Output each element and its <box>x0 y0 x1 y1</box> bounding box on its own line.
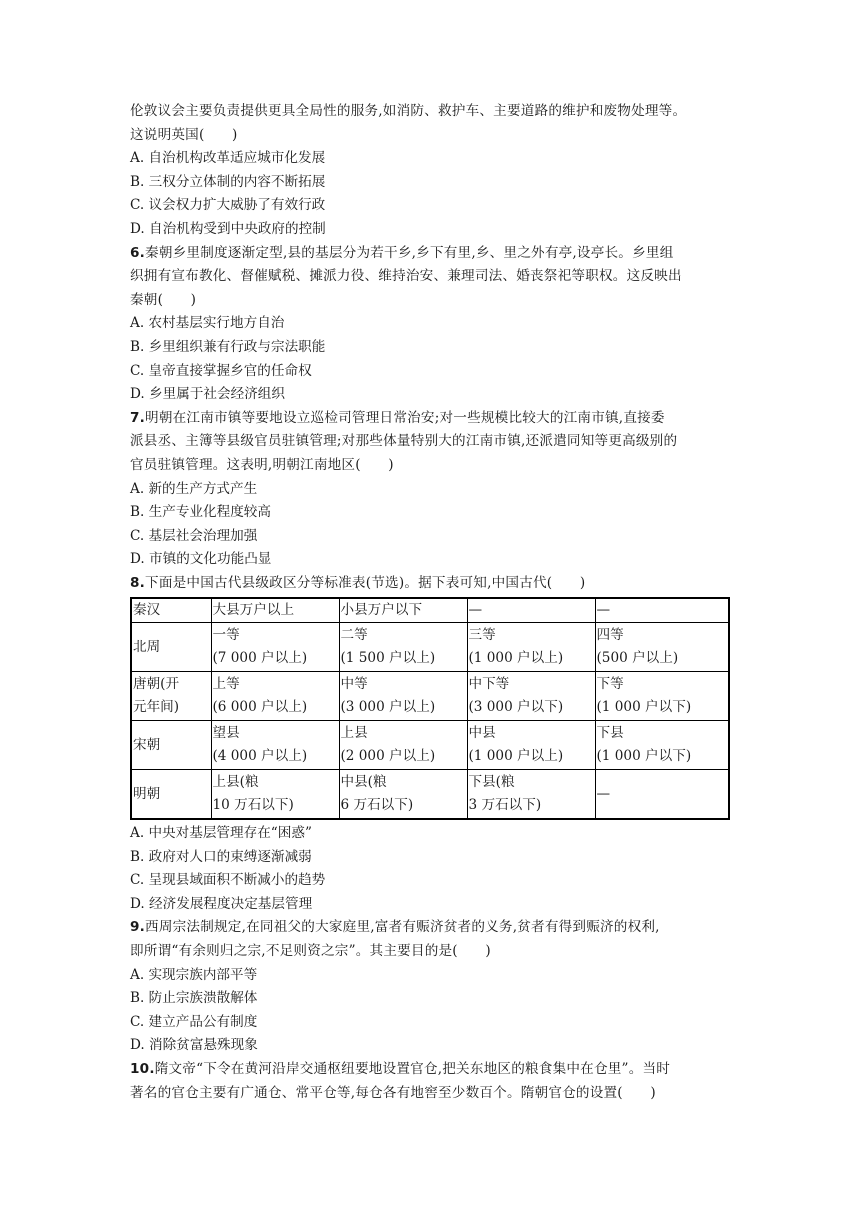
table-cell <box>467 672 595 721</box>
q6-option-d[interactable]: D. 乡里属于社会经济组织 <box>130 386 285 403</box>
q7-stem-text-1: 明朝在江南市镇等要地设立巡检司管理日常治安;对一些规模比较大的江南市镇,直接委 <box>145 409 665 426</box>
table-cell <box>467 721 595 770</box>
exam-page <box>130 100 730 1105</box>
q6-option-b[interactable]: B. 乡里组织兼有行政与宗法职能 <box>130 338 326 355</box>
q5-stem-line-2: 这说明英国( ) <box>130 126 238 143</box>
table-row <box>131 672 729 721</box>
q8-option-d[interactable]: D. 经济发展程度决定基层管理 <box>130 895 313 912</box>
cell-text: 小县万户以下 <box>340 602 423 619</box>
table-cell <box>339 770 467 819</box>
table-cell <box>595 672 729 721</box>
table-cell <box>339 623 467 672</box>
q9-option-a[interactable]: A. 实现宗族内部平等 <box>130 966 258 983</box>
cell-text: — <box>596 785 611 802</box>
table-cell <box>595 598 729 623</box>
cell-line: 望县 <box>212 725 240 742</box>
table-cell <box>595 721 729 770</box>
q10-number: 10. <box>130 1060 155 1077</box>
cell-line: 中县 <box>468 725 496 742</box>
q8-option-c[interactable]: C. 呈现县域面积不断减小的趋势 <box>130 872 326 889</box>
q7-option-d[interactable]: D. 市镇的文化功能凸显 <box>130 551 272 568</box>
table-cell <box>211 672 339 721</box>
table-cell <box>211 721 339 770</box>
q9-option-c[interactable]: C. 建立产品公有制度 <box>130 1013 258 1030</box>
q9-stem-line-1 <box>130 916 730 940</box>
q6-option-a[interactable]: A. 农村基层实行地方自治 <box>130 315 285 332</box>
cell-text: 大县万户以上 <box>212 602 295 619</box>
q8-stem-text-1: 下面是中国古代县级政区分等标准表(节选)。据下表可知,中国古代( ) <box>145 574 586 591</box>
cell-line: 四等 <box>596 627 624 644</box>
q6-option-c[interactable]: C. 皇帝直接掌握乡官的任命权 <box>130 362 312 379</box>
q7-number: 7. <box>130 409 146 426</box>
table-cell <box>339 598 467 623</box>
q7-stem-line-3: 官员驻镇管理。这表明,明朝江南地区( ) <box>130 456 394 473</box>
cell-line: 3 万石以下) <box>468 797 542 814</box>
row-dynasty-cell <box>131 672 211 721</box>
table-row <box>131 721 729 770</box>
q8-stem-line-1 <box>130 572 730 596</box>
table-cell <box>595 623 729 672</box>
table-cell <box>339 721 467 770</box>
cell-line: 上县 <box>340 725 368 742</box>
cell-line: (1 500 户以上) <box>340 650 436 667</box>
table-cell <box>211 770 339 819</box>
cell-line: (1 000 户以上) <box>468 650 564 667</box>
cell-line: 6 万石以下) <box>340 797 414 814</box>
q7-stem-line-1 <box>130 407 730 431</box>
q7-stem-line-2: 派县丞、主簿等县级官员驻镇管理;对那些体量特别大的江南市镇,还派遣同知等更高级别的 <box>130 433 678 450</box>
cell-line: (3 000 户以上) <box>340 699 436 716</box>
q8-option-b[interactable]: B. 政府对人口的束缚逐渐减弱 <box>130 848 312 865</box>
q10-stem-text-1: 隋文帝“下令在黄河沿岸交通枢纽要地设置官仓,把关东地区的粮食集中在仓里”。当时 <box>154 1060 671 1077</box>
table-cell <box>467 598 595 623</box>
q6-stem-line-2: 织拥有宣布教化、督催赋税、摊派力役、维持治安、兼理司法、婚丧祭祀等职权。这反映出 <box>130 268 682 285</box>
q7-option-b[interactable]: B. 生产专业化程度较高 <box>130 504 271 521</box>
table-row <box>131 770 729 819</box>
cell-line: 唐朝(开 <box>133 676 180 693</box>
cell-line: 下等 <box>596 676 624 693</box>
q9-option-d[interactable]: D. 消除贫富悬殊现象 <box>130 1037 258 1054</box>
cell-line: 二等 <box>340 627 368 644</box>
q8-option-a[interactable]: A. 中央对基层管理存在“困惑” <box>130 824 312 841</box>
table-cell <box>467 623 595 672</box>
cell-line: 10 万石以下) <box>212 797 294 814</box>
table-row <box>131 598 729 623</box>
q9-stem-text-1: 西周宗法制规定,在同祖父的大家庭里,富者有赈济贫者的义务,贫者有得到赈济的权利, <box>145 919 660 936</box>
cell-line: 一等 <box>212 627 240 644</box>
q6-stem-line-3: 秦朝( ) <box>130 291 197 308</box>
cell-text: — <box>468 602 483 619</box>
cell-line: 中下等 <box>468 676 510 693</box>
county-grade-table <box>130 597 730 820</box>
cell-line: 上等 <box>212 676 240 693</box>
row-dynasty-cell: 明朝 <box>131 770 211 819</box>
q6-number: 6. <box>130 244 146 261</box>
cell-line: 上县(粮 <box>212 774 259 791</box>
q10-stem-line-2: 著名的官仓主要有广通仓、常平仓等,每仓各有地窖至少数百个。隋朝官仓的设置( ) <box>130 1084 656 1101</box>
cell-line: 下县(粮 <box>468 774 515 791</box>
q10-stem-line-1 <box>130 1058 730 1082</box>
q7-option-c[interactable]: C. 基层社会治理加强 <box>130 527 258 544</box>
cell-line: 三等 <box>468 627 496 644</box>
q5-option-a[interactable]: A. 自治机构改革适应城市化发展 <box>130 150 326 167</box>
cell-line: (2 000 户以上) <box>340 748 436 765</box>
cell-line: 下县 <box>596 725 624 742</box>
q8-number: 8. <box>130 574 146 591</box>
cell-line: (1 000 户以下) <box>596 748 692 765</box>
cell-line: (6 000 户以上) <box>212 699 308 716</box>
row-dynasty-cell: 宋朝 <box>131 721 211 770</box>
q6-stem-line-1 <box>130 242 730 266</box>
cell-line: (1 000 户以下) <box>596 699 692 716</box>
row-dynasty-cell: 秦汉 <box>131 598 211 623</box>
cell-line: (7 000 户以上) <box>212 650 308 667</box>
table-cell <box>467 770 595 819</box>
q9-number: 9. <box>130 919 146 936</box>
cell-line: (3 000 户以下) <box>468 699 564 716</box>
cell-line: 中县(粮 <box>340 774 387 791</box>
table-cell <box>211 623 339 672</box>
cell-line: (500 户以上) <box>596 650 679 667</box>
q9-stem-line-2: 即所谓“有余则归之宗,不足则资之宗”。其主要目的是( ) <box>130 942 491 959</box>
q9-option-b[interactable]: B. 防止宗族溃散解体 <box>130 990 258 1007</box>
cell-line: (1 000 户以上) <box>468 748 564 765</box>
table-cell <box>595 770 729 819</box>
q6-stem-text-1: 秦朝乡里制度逐渐定型,县的基层分为若干乡,乡下有里,乡、里之外有亭,设亭长。乡里组 <box>145 244 674 261</box>
row-dynasty-cell: 北周 <box>131 623 211 672</box>
cell-line: 中等 <box>340 676 368 693</box>
table-row <box>131 623 729 672</box>
q5-option-c[interactable]: C. 议会权力扩大威胁了有效行政 <box>130 197 326 214</box>
table-cell <box>339 672 467 721</box>
q5-stem-line-1: 伦敦议会主要负责提供更具全局性的服务,如消防、救护车、主要道路的维护和废物处理等。 <box>130 103 687 119</box>
q7-option-a[interactable]: A. 新的生产方式产生 <box>130 480 258 497</box>
cell-line: 元年间) <box>133 699 180 716</box>
cell-line: (4 000 户以上) <box>212 748 308 765</box>
table-cell <box>211 598 339 623</box>
cell-text: — <box>596 602 611 619</box>
q5-option-b[interactable]: B. 三权分立体制的内容不断拓展 <box>130 173 326 190</box>
q5-option-d[interactable]: D. 自治机构受到中央政府的控制 <box>130 220 326 237</box>
